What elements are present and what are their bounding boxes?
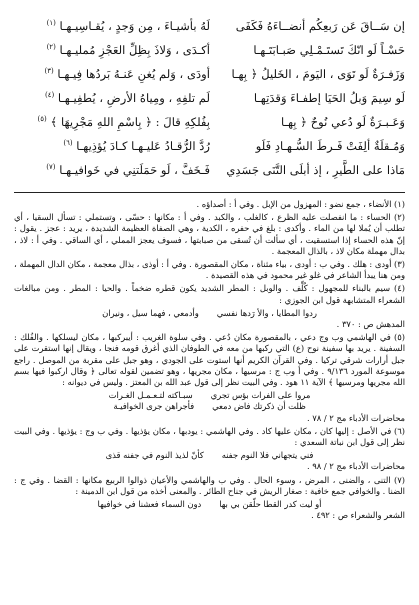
footnote-marker-2: (٢) [46,43,56,52]
verse-6-first-hemistich: وَمُـقلَةٌ ألِفَتْ فَـرطَ السُّـهـادِ فَلَو [255,139,405,153]
footnote-3: (٣) أودى : هلك . وفي ب : أودى ، بياء مثناة ، مكان المقصورة . وفي أ : أوذى ، بذال معجمة ، مكان الدال المهملة ، ومن هنا يبدأ الشاعر في غلو غير محمود في هذه القصيدة . [14,259,405,281]
verse-4-first-hemistich: لَو سِيمَ وَبلُ الحَيَا إطفـاءَ وَقدَتِهـا [253,91,405,105]
quoted-verse-2-second: سبـاكته لتـعـمـل الغـرات [108,390,193,401]
verse-5-second-text: بِفُلكِهِ قالَ : ﴿ بِاسْمِ اللهِ مَجْرِيهَا ﴾ [50,115,210,129]
poem-verses [14,14,405,182]
source-4: الشعر والشعراء ص : ٤٩٢ . [311,510,405,521]
document-page [14,14,405,594]
quoted-verse-5-second: دون السماء فعشنا في خوافيها [97,499,202,510]
footnote-marker-3: (٣) [44,67,54,76]
verse-4-second-hemistich [14,86,210,110]
verse-5 [14,110,405,134]
verse-7 [14,158,405,182]
quoted-verse-2 [14,390,405,401]
quoted-verse-5 [14,499,405,510]
footnote-5: (٥) في الهاشمي وب وج دعي ، بالمقصورة مكان دُعي . وفي سلوة الغريب : أيبركبها ، مكان ليسلكها . والفُلك : السفينة . يريد بها سفينة نوح (ع) التي ركبها من معه في الطوفان الذي أغرق قومه فنجا ، ويقال إنها استقرت على جبل أرارات شرقي تركيا . وفي القرآن الكريم أنها استوت على الجودي ، وهو جبل على مقربة من الموصل . راجع موسوعة المورد ٩/١٣٦ . وفي أ وب ج : مرسيها ، مكان مجريها ، وهو تضمين لقوله تعالى ﴿ وقال اركبوا فيها بسم الله مجريها ومرسيها ﴾ الآية ١١ هود . وفي البيت نظر إلى قول عبد الله بن المعتز . وليس في ديوانه : [14,332,405,388]
verse-4-second-text: لَم تلفِهِ ، ومِياهُ الأرضِ ، يُطفِيـهـا [57,91,210,105]
footnotes [14,199,405,521]
quoted-verse-3-first: ظلت أن ذكرتك فاض دمعي [212,401,306,412]
quoted-verse-3 [14,401,405,412]
verse-7-second-text: فَـخَفَّ ، لَو حَمَلَتنِي في خَوافيـهـا [59,163,210,177]
source-2: محاضرات الأدباء مج ٢ / ٧٨ . [307,412,405,423]
footnote-marker-6: (٦) [63,139,73,148]
verse-3 [14,62,405,86]
footnote-divider [14,192,405,193]
verse-6-second-text: رُدَّ الرُّقـادُ عَليـهـا كـادَ يُؤذِيهـا [76,139,210,153]
verse-1-second-text: لَهُ بأشيـاءَ ، مِن وَجدٍ ، يُقـاسِيـهـا [59,19,210,33]
verse-7-second-hemistich [14,158,210,182]
quoted-verse-1-second: وأدمعي ، فهما سيل ، ونيران [102,307,199,318]
footnote-2: (٢) الحساء : ما انفصلت عليه الظرع ، كالغلب ، والكبد . وفي أ : مكانها : حسّى ، وتستملي : تسأل السقيا ، أي تطلب أن يُملا لها من الماء . وأكدى : بلغ في حفره ، الكدية ، وهي الصفاة العظيمة الشديدة ، يريد : عجز . يقول : إنّ هذه الحساء إذا استسقيت ، أي سألت أن تُسقى من صبابتها ، فسوف يعجز المملي ، أي الساقي . وفي أ : لاذ ، بدال مهملة مكان لاذ ، بالذال المعجمة . [14,212,405,256]
source-3: محاضرات الأدباء مج ٢ / ٩٨ . [307,461,405,472]
verse-7-first-hemistich: مَاذا على الطَّيرِ ، إذ أبلَى التَّنَى جَسَدِي [226,163,405,177]
footnote-6: (٦) في الأصل : إليها كان ، مكان عليها كاد . وفي الهاشمي : يودبها ، مكان يؤذيها . وفي ب وج : يؤذيها . وفي البيت نظر إلى قول ابن نباتة السعدي : [14,425,405,448]
verse-6-second-hemistich [14,134,210,158]
verse-1-first-hemistich: إن سَــاقَ عَن رَبعِكُم أنضــاءَهُ فَكَفَى [235,19,405,33]
verse-6 [14,134,405,158]
verse-2 [14,38,405,62]
footnote-7: (٧) التنى ، والضنى ، المرض ، وسوء الحال . وفي ب والهاشمي والأعيان ذوالوا الربيع مكانها : القضا . وفي ج : الضنا . والخوافي جمع خافية : صغار الريش في جناح الطائر . والمعنى أخذه من قول ابن الدمينة : [14,474,405,496]
verse-5-first-hemistich: وَعَـبـرَةٌ لَو دُعي نُوحٌ ﴿ بِهـا [281,115,405,129]
quoted-verse-1 [14,308,405,319]
verse-2-second-text: أكـدَى ، وَلاذَ بِظِلِّ العَجْزِ مُمليـهـا [59,43,210,57]
verse-3-second-hemistich [14,62,210,86]
quoted-verse-4-second: كأنّ لذيذ النوم في جفنه قذى [105,450,204,461]
source-1: المدهش ص : ٣٧٠ . [336,319,405,330]
verse-1-second-hemistich [14,14,210,38]
footnote-marker-4: (٤) [44,91,55,100]
quoted-verse-4 [14,450,405,461]
quoted-verse-5-first: أو ليت كدر القطا حلّقن بي بها [219,499,322,510]
quoted-verse-1-first: ردوا المطايا ، والأ رَدها نفسي [216,307,317,318]
verse-5-second-hemistich [14,110,210,134]
verse-4 [14,86,405,110]
footnote-marker-5: (٥) [37,115,47,124]
footnote-marker-1: (١) [46,19,56,28]
verse-3-first-hemistich: وَزَفـرَةٌ لَو تَوَى ، اليَومَ ، الخَليلُ ﴿ بِهـا [231,67,405,81]
verse-1 [14,14,405,38]
footnote-4: (٤) سيم بالبناء للمجهول : كُلِّف . والوبل : المطر الشديد يكون قطره ضخماً . والحيا : المطر . ومن مبالغات الشعراء المتشابهة قول ابن الجوزي : [14,283,405,305]
verse-2-second-hemistich [14,38,210,62]
quoted-verse-4-first: فني يتجهاني فلا النوم جفنه [221,450,314,461]
quoted-verse-2-first: مروا على الفرات بؤس تجري [210,390,311,401]
verse-2-first-hemistich: حَسْـاً لَو انّكَ تَستَـمْـلِي صَبـابَتَـهـا [253,43,405,57]
footnote-marker-7: (٧) [46,163,56,172]
verse-3-second-text: أودَى ، وَلم يُغنِ عَنـهُ بَردُها فِيـهـا [57,67,210,81]
quoted-verse-3-second: فأجراهن جرى الخوافيـة [113,401,195,412]
footnote-1: (١) الأنضاء ، جمع نضو : المهزول من الإبل . وفي أ : أصداؤه . [196,199,405,209]
